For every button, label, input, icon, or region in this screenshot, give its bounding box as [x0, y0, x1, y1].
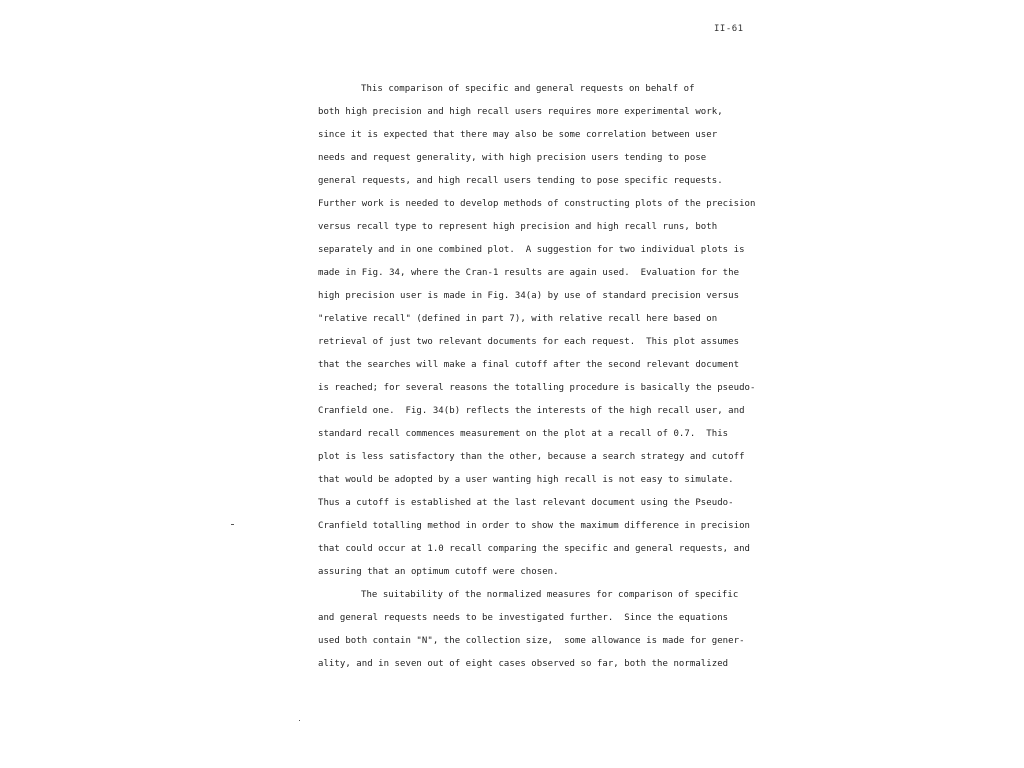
text-line: is reached; for several reasons the totalling procedure is basically the pseudo- — [318, 383, 756, 393]
text-line: that would be adopted by a user wanting high recall is not easy to simulate. — [318, 475, 734, 485]
text-line: "relative recall" (defined in part 7), with relative recall here based on — [318, 314, 718, 324]
text-line: that could occur at 1.0 recall comparing the specific and general requests, and — [318, 544, 751, 554]
text-line: The suitability of the normalized measures for comparison of specific — [361, 590, 739, 600]
text-line: since it is expected that there may also be some correlation between user — [318, 130, 718, 140]
scan-speck — [231, 524, 234, 525]
text-line: standard recall commences measurement on the plot at a recall of 0.7. This — [318, 429, 729, 439]
text-line: Cranfield one. Fig. 34(b) reflects the interests of the high recall user, and — [318, 406, 745, 416]
text-line: made in Fig. 34, where the Cran-1 results are again used. Evaluation for the — [318, 268, 740, 278]
text-line: both high precision and high recall users requires more experimental work, — [318, 107, 723, 117]
text-line: retrieval of just two relevant documents for each request. This plot assumes — [318, 337, 740, 347]
text-line: separately and in one combined plot. A suggestion for two individual plots is — [318, 245, 745, 255]
text-line: Further work is needed to develop methods of constructing plots of the precision — [318, 199, 756, 209]
text-line: needs and request generality, with high precision users tending to pose — [318, 153, 707, 163]
text-line: plot is less satisfactory than the other, because a search strategy and cutoff — [318, 452, 745, 462]
page-number: II-61 — [714, 24, 744, 34]
text-line: that the searches will make a final cutoff after the second relevant document — [318, 360, 740, 370]
text-line: versus recall type to represent high precision and high recall runs, both — [318, 222, 718, 232]
text-line: This comparison of specific and general requests on behalf of — [361, 84, 695, 94]
text-line: used both contain "N", the collection size, some allowance is made for gener- — [318, 636, 745, 646]
text-line: assuring that an optimum cutoff were chosen. — [318, 567, 559, 577]
text-line: and general requests needs to be investigated further. Since the equations — [318, 613, 729, 623]
scan-speck — [299, 720, 300, 721]
text-line: general requests, and high recall users tending to pose specific requests. — [318, 176, 723, 186]
text-line: ality, and in seven out of eight cases observed so far, both the normalized — [318, 659, 729, 669]
text-line: Cranfield totalling method in order to show the maximum difference in precision — [318, 521, 751, 531]
text-line: Thus a cutoff is established at the last relevant document using the Pseudo- — [318, 498, 734, 508]
text-line: high precision user is made in Fig. 34(a) by use of standard precision versus — [318, 291, 740, 301]
